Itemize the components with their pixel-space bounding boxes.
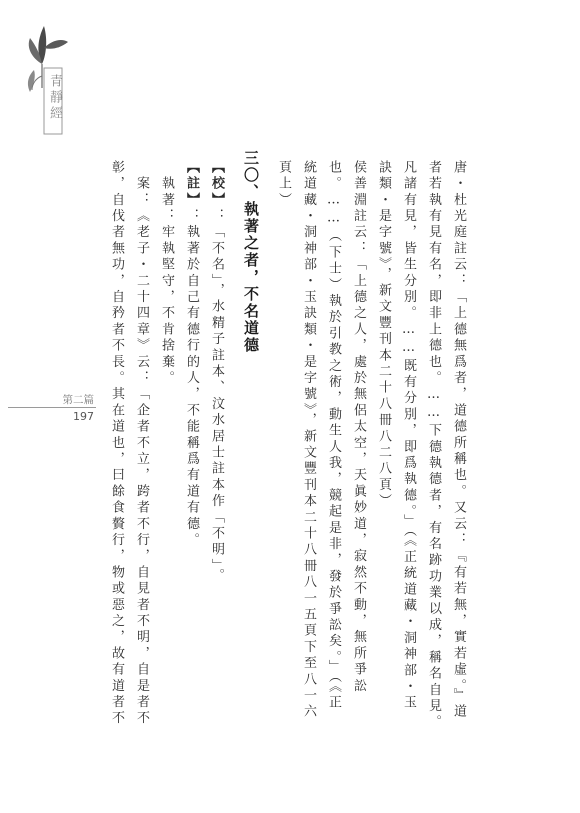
book-title: 青靜經 (47, 74, 62, 122)
page-footer (0, 392, 110, 432)
annotation-note (185, 160, 198, 780)
text-column: 訣類・是字號》，新文豐刊本二十八冊八二八頁） (376, 160, 391, 510)
text-column: 者若執有見有名，即非上德也。……下德執德者，有名跡功業以成，稱名自見。 (426, 160, 441, 731)
chapter-label: 第二篇 (62, 394, 94, 406)
text-column: 統道藏・洞神部・玉訣類・是字號》，新文豐刊本二十八冊八一五頁下至八一六 (301, 160, 316, 721)
text-column: 侯善淵註云：「上德之人，處於無侶太空，天眞妙道，寂然不動，無所爭訟 (351, 160, 366, 695)
book-logo (22, 18, 82, 148)
note-label: 【校】 (209, 160, 224, 209)
note-text: ：執著於自己有德行的人，不能稱爲有道有德。 (184, 208, 199, 549)
section-heading: 三〇、執著之者，不名道德 (242, 150, 260, 354)
page-number: 197 (73, 410, 94, 423)
text-column: 彰，自伐者無功，自矜者不長。其在道也，曰餘食贅行，物或惡之，故有道者不 (109, 160, 124, 727)
text-column: 也。……（下士）執於引教之術，動生人我，競起是非，發於爭訟矣。」（《正 (326, 160, 341, 712)
text-column: 執著：牢執堅守，不肯捨棄。 (159, 160, 174, 387)
text-column: 頁上） (276, 160, 291, 209)
collation-note (210, 160, 223, 780)
text-column: 案：《老子・二十四章》云：「企者不立，跨者不行，自見者不明，自是者不 (134, 160, 149, 727)
footer-divider (8, 407, 96, 408)
note-label: 【註】 (184, 160, 199, 209)
note-text: ：「不名」，水精子註本、汶水居士註本作「不明」。 (209, 208, 224, 585)
text-column: 唐・杜光庭註云：「上德無爲者，道德所稱也。又云：『有若無，實若虛。』道 (451, 160, 466, 721)
text-column: 凡諸有見，皆生分別。……既有分別，即爲執德。」（《正統道藏・洞神部・玉 (401, 160, 416, 712)
